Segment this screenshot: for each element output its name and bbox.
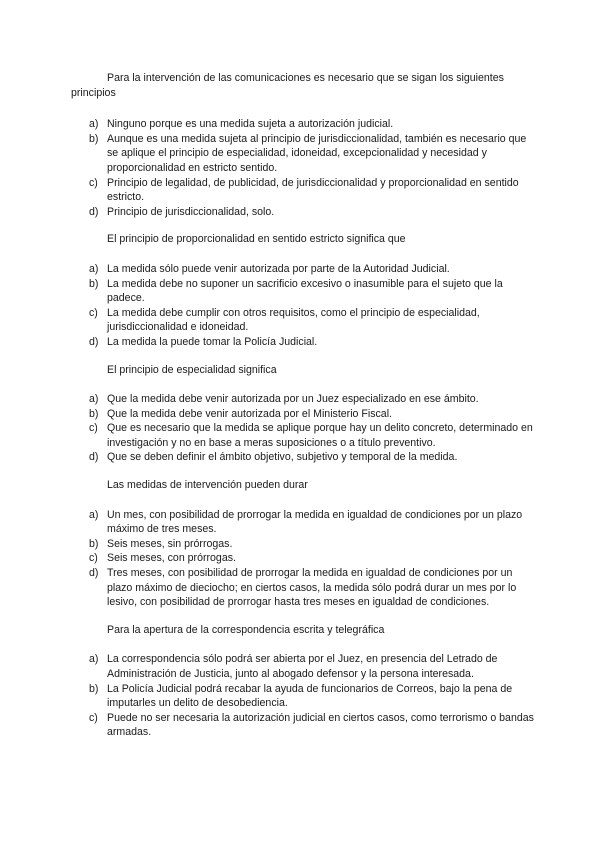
option-text: Aunque es una medida sujeta al principio de jurisdiccionalidad, también es necesario que se aplique el principio de especialidad, idoneidad, excepcionalidad y necesidad y proporcionalidad en estricto sentido. (107, 132, 527, 174)
answer-option (71, 277, 540, 306)
option-label: c) (89, 711, 98, 724)
answer-option (71, 537, 540, 552)
answer-option (71, 392, 540, 407)
option-text: Un mes, con posibilidad de prorrogar la medida en igualdad de condiciones por un plazo máximo de tres meses. (107, 508, 523, 536)
question-prompt: Las medidas de intervención pueden durar (107, 479, 308, 492)
question-prompt: Para la apertura de la correspondencia escrita y telegráfica (107, 623, 385, 636)
answer-option (71, 508, 540, 537)
option-label: b) (89, 277, 99, 290)
option-text: Seis meses, con prórrogas. (107, 552, 236, 565)
option-label: d) (89, 205, 99, 218)
answer-option (71, 407, 540, 422)
option-label: a) (89, 118, 99, 131)
answer-option (71, 335, 540, 350)
question-prompt: El principio de especialidad significa (107, 363, 277, 376)
question-block (71, 478, 540, 610)
option-label: b) (89, 132, 99, 145)
answer-list (71, 117, 540, 219)
option-label: d) (89, 451, 99, 464)
question-block (71, 623, 540, 740)
answer-option (71, 652, 540, 681)
option-text: Tres meses, con posibilidad de prorrogar la medida en igualdad de condiciones por un plazo máximo de dieciocho; en ciertos casos, la medida sólo podrá durar un mes por lo lesivo, con posibilidad de prorrogar hasta tres meses en igualdad de condiciones. (107, 567, 517, 609)
answer-list (71, 508, 540, 610)
option-text: Que es necesario que la medida se aplique porque hay un delito concreto, determinado en investigación y no en base a meras suposiciones o a título preventivo. (107, 422, 533, 449)
answer-option (71, 551, 540, 566)
option-text: La medida debe no suponer un sacrificio excesivo o inasumible para el sujeto que la padece. (107, 277, 503, 305)
answer-option (71, 176, 540, 205)
option-label: a) (89, 653, 99, 666)
question-block (71, 363, 540, 466)
option-label: b) (89, 682, 99, 695)
answer-option (71, 205, 540, 220)
answer-option (71, 306, 540, 335)
answer-list (71, 262, 540, 350)
option-label: a) (89, 508, 99, 521)
option-text: Principio de jurisdiccionalidad, solo. (107, 205, 275, 218)
question-block (71, 71, 540, 219)
answer-option (71, 566, 540, 610)
option-label: b) (89, 537, 99, 550)
option-text: Que se deben definir el ámbito objetivo, subjetivo y temporal de la medida. (107, 451, 458, 464)
option-label: d) (89, 335, 99, 348)
option-label: d) (89, 567, 99, 580)
answer-option (71, 421, 540, 450)
option-text: La Policía Judicial podrá recabar la ayuda de funcionarios de Correos, bajo la pena de imputarles un delito de desobediencia. (107, 682, 513, 710)
option-label: c) (89, 306, 98, 319)
question-prompt: Para la intervención de las comunicaciones es necesario que se sigan los siguientes principios (71, 72, 504, 99)
option-text: Seis meses, sin prórrogas. (107, 537, 233, 550)
option-label: a) (89, 393, 99, 406)
option-text: Ninguno porque es una medida sujeta a autorización judicial. (107, 118, 394, 131)
option-text: Que la medida debe venir autorizada por el Ministerio Fiscal. (107, 407, 392, 420)
option-text: Que la medida debe venir autorizada por un Juez especializado en ese ámbito. (107, 393, 479, 406)
option-label: a) (89, 262, 99, 275)
answer-option (71, 117, 540, 132)
answer-list (71, 392, 540, 465)
option-label: c) (89, 176, 98, 189)
option-label: c) (89, 552, 98, 565)
option-text: Principio de legalidad, de publicidad, de jurisdiccionalidad y proporcionalidad en sentido estricto. (107, 176, 519, 204)
option-text: La medida debe cumplir con otros requisitos, como el principio de especialidad, jurisdiccionalidad e idoneidad. (107, 306, 480, 334)
answer-option (71, 450, 540, 465)
option-label: c) (89, 422, 98, 435)
option-text: Puede no ser necesaria la autorización judicial en ciertos casos, como terrorismo o bandas armadas. (107, 711, 534, 739)
option-text: La medida la puede tomar la Policía Judicial. (107, 335, 318, 348)
option-text: La correspondencia sólo podrá ser abierta por el Juez, en presencia del Letrado de Administración de Justicia, junto al abogado defensor y la persona interesada. (107, 653, 498, 680)
option-label: b) (89, 407, 99, 420)
answer-option (71, 682, 540, 711)
question-block (71, 232, 540, 349)
option-text: La medida sólo puede venir autorizada por parte de la Autoridad Judicial. (107, 262, 450, 275)
question-prompt: El principio de proporcionalidad en sentido estricto significa que (107, 233, 406, 246)
answer-option (71, 711, 540, 740)
answer-option (71, 262, 540, 277)
answer-list (71, 652, 540, 740)
answer-option (71, 132, 540, 176)
